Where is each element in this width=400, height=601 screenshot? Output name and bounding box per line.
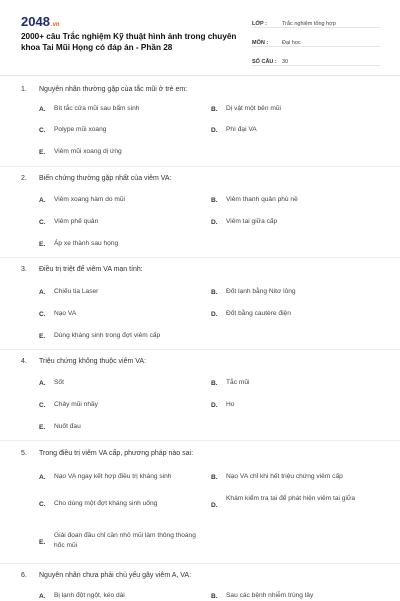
site-logo[interactable] bbox=[21, 14, 60, 29]
option-text[interactable]: Sau các bệnh nhiễm trùng lây bbox=[226, 592, 314, 599]
option-letter[interactable]: E. bbox=[39, 149, 46, 156]
option-letter[interactable]: B. bbox=[211, 474, 218, 481]
option-letter[interactable]: B. bbox=[211, 289, 218, 296]
header-divider bbox=[0, 75, 400, 76]
meta-row-count bbox=[252, 51, 380, 66]
option-text[interactable]: Viêm tai giữa cấp bbox=[226, 218, 278, 225]
page-title: 2000+ câu Trắc nghiệm Kỹ thuật hình ảnh trong chuyên khoa Tai Mũi Họng có đáp án - Phần 28 bbox=[21, 32, 237, 52]
question-number: 2. bbox=[21, 175, 27, 182]
option-text[interactable]: Phì đại VA bbox=[226, 126, 257, 133]
option-letter[interactable]: C. bbox=[39, 219, 46, 226]
question-divider bbox=[0, 349, 400, 350]
option-text[interactable]: Ho bbox=[226, 401, 235, 408]
option-text[interactable]: Bít tắc cửa mũi sau bẩm sinh bbox=[54, 105, 140, 112]
option-text[interactable]: Bị lạnh đột ngột, kéo dài bbox=[54, 592, 125, 599]
option-text[interactable]: Nuốt đau bbox=[54, 423, 81, 430]
option-text[interactable]: Viêm thanh quản phù nề bbox=[226, 196, 298, 203]
option-text[interactable]: Dùng kháng sinh trong đợt viêm cấp bbox=[54, 332, 161, 339]
question-number: 4. bbox=[21, 358, 27, 365]
question-number: 1. bbox=[21, 86, 27, 93]
option-text[interactable]: Nạo VA ngay kết hợp điều trị kháng sinh bbox=[54, 473, 172, 480]
option-letter[interactable]: E. bbox=[39, 333, 46, 340]
option-text[interactable]: Nạo VA chỉ khi hết triệu chứng viêm cấp bbox=[226, 473, 343, 480]
meta-label: SỐ CÂU : bbox=[252, 59, 277, 65]
question-divider bbox=[0, 166, 400, 167]
document-header bbox=[0, 0, 400, 70]
option-text[interactable]: Khám kiểm tra tai để phát hiện viêm tai giữa bbox=[226, 495, 356, 502]
option-text[interactable]: Tắc mũi bbox=[226, 379, 250, 386]
logo-text: 2048 bbox=[21, 14, 50, 29]
question-number: 6. bbox=[21, 572, 27, 579]
option-text[interactable]: Đốt lạnh bằng Nitơ lỏng bbox=[226, 288, 296, 295]
logo-suffix: .vn bbox=[50, 22, 60, 28]
meta-value: Đại học bbox=[282, 40, 301, 46]
question-text: Nguyên nhân chưa phải chủ yếu gây viêm A, VA: bbox=[39, 572, 192, 579]
option-text[interactable]: Viêm mũi xoang dị ứng bbox=[54, 148, 122, 155]
option-text[interactable]: Viêm xoang hàm do mũi bbox=[54, 196, 125, 203]
option-letter[interactable]: D. bbox=[211, 502, 218, 509]
option-letter[interactable]: B. bbox=[211, 197, 218, 204]
meta-panel bbox=[252, 13, 380, 70]
question-text: Nguyên nhân thường gặp của tắc mũi ở trẻ em: bbox=[39, 86, 188, 93]
question-text: Triệu chứng không thuộc viêm VA: bbox=[39, 358, 147, 365]
option-letter[interactable]: B. bbox=[211, 380, 218, 387]
option-letter[interactable]: E. bbox=[39, 539, 46, 546]
meta-value: 30 bbox=[282, 59, 289, 65]
option-letter[interactable]: D. bbox=[211, 311, 218, 318]
meta-label: LỚP : bbox=[252, 21, 267, 27]
meta-value: Trắc nghiệm tổng hợp bbox=[282, 21, 336, 27]
meta-label: MÔN : bbox=[252, 40, 269, 46]
option-letter[interactable]: C. bbox=[39, 311, 46, 318]
option-text[interactable]: Polype mũi xoang bbox=[54, 126, 107, 133]
meta-row-subject bbox=[252, 32, 380, 47]
option-text[interactable]: Viêm phế quản bbox=[54, 218, 99, 225]
option-letter[interactable]: A. bbox=[39, 106, 46, 113]
option-letter[interactable]: A. bbox=[39, 474, 46, 481]
question-number: 5. bbox=[21, 450, 27, 457]
option-letter[interactable]: B. bbox=[211, 106, 218, 113]
option-text[interactable]: Giải đọan đầu chỉ cần nhỏ mũi làm thông thoáng hốc mũi bbox=[54, 532, 196, 549]
option-letter[interactable]: D. bbox=[211, 219, 218, 226]
option-letter[interactable]: B. bbox=[211, 593, 218, 600]
option-letter[interactable]: A. bbox=[39, 593, 46, 600]
option-text[interactable]: Sốt bbox=[54, 379, 64, 386]
meta-row-class bbox=[252, 13, 380, 28]
option-text[interactable]: Chảy mũi nhầy bbox=[54, 401, 98, 408]
option-text[interactable]: Cho dùng một đợt kháng sinh uống bbox=[54, 500, 158, 507]
option-text[interactable]: Đốt bằng cautère điện bbox=[226, 310, 291, 317]
option-letter[interactable]: E. bbox=[39, 424, 46, 431]
question-divider bbox=[0, 563, 400, 564]
option-letter[interactable]: A. bbox=[39, 197, 46, 204]
question-number: 3. bbox=[21, 266, 27, 273]
option-letter[interactable]: C. bbox=[39, 501, 46, 508]
option-letter[interactable]: D. bbox=[211, 402, 218, 409]
option-letter[interactable]: C. bbox=[39, 402, 46, 409]
option-letter[interactable]: E. bbox=[39, 241, 46, 248]
option-letter[interactable]: C. bbox=[39, 127, 46, 134]
option-letter[interactable]: D. bbox=[211, 127, 218, 134]
question-divider bbox=[0, 257, 400, 258]
option-letter[interactable]: A. bbox=[39, 289, 46, 296]
question-divider bbox=[0, 440, 400, 441]
question-text: Điều trị triệt để viêm VA mạn tính: bbox=[39, 266, 143, 273]
question-text: Biến chứng thường gặp nhất của viêm VA: bbox=[39, 175, 172, 182]
option-text[interactable]: Nạo VA bbox=[54, 310, 77, 317]
option-text[interactable]: Áp xe thành sau họng bbox=[54, 240, 119, 247]
option-text[interactable]: Dị vật một bên mũi bbox=[226, 105, 281, 112]
question-text: Trong điều trị viêm VA cấp, phương pháp nào sai: bbox=[39, 450, 194, 457]
option-letter[interactable]: A. bbox=[39, 380, 46, 387]
option-text[interactable]: Chiếu tia Laser bbox=[54, 288, 99, 295]
